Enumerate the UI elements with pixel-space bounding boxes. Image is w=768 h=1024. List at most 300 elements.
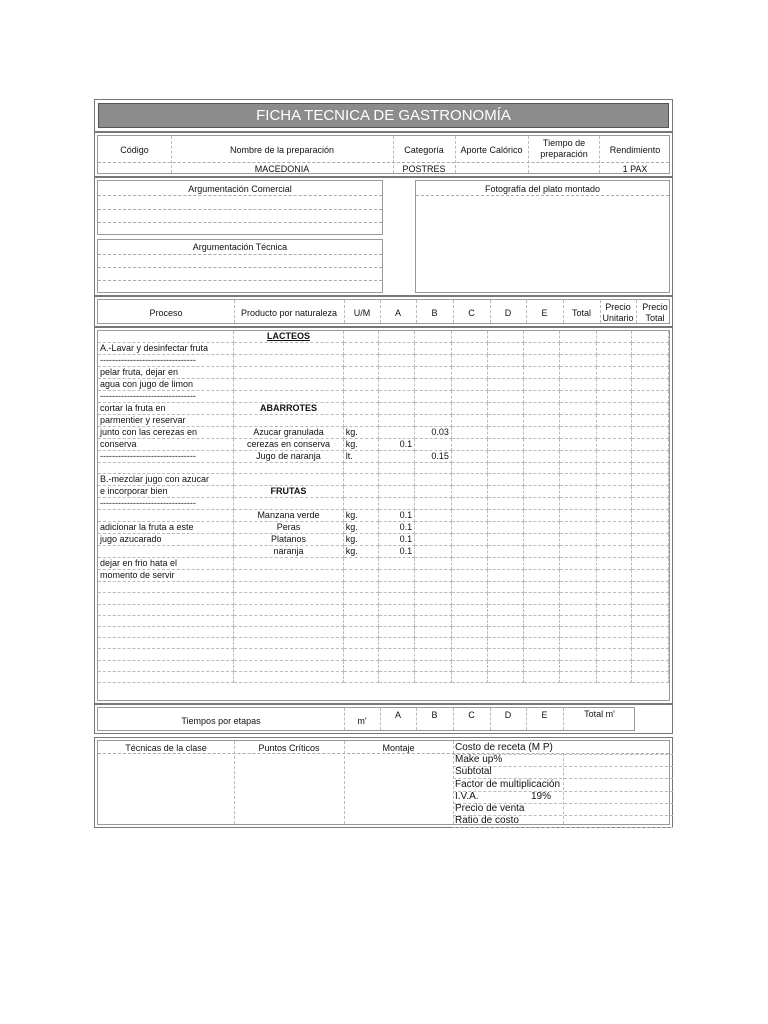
cell-pt xyxy=(632,522,669,534)
cell-pu xyxy=(596,463,632,474)
cell-d xyxy=(488,570,524,582)
cell-producto xyxy=(234,474,344,486)
cell-pu xyxy=(596,403,632,415)
cell-total xyxy=(560,582,596,593)
cell-e xyxy=(523,463,559,474)
cell-b xyxy=(415,522,452,534)
cell-d xyxy=(488,439,524,451)
cell-um xyxy=(343,391,379,403)
cell-pu xyxy=(596,451,632,463)
cell-a xyxy=(379,626,415,637)
cell-b xyxy=(415,439,452,451)
cell-total xyxy=(560,415,596,427)
cell-producto xyxy=(234,615,344,626)
cell-pu xyxy=(596,593,632,604)
cell-a xyxy=(379,660,415,671)
cell-pu xyxy=(596,604,632,615)
tiempos-section xyxy=(94,704,673,734)
cell-total xyxy=(560,615,596,626)
table-row xyxy=(98,355,669,367)
cell-c xyxy=(451,343,487,355)
cell-pu xyxy=(596,367,632,379)
cell-b xyxy=(415,486,452,498)
cell-proceso xyxy=(98,638,234,649)
cell-total xyxy=(560,570,596,582)
table-row xyxy=(98,558,669,570)
cell-e xyxy=(523,615,559,626)
table-row xyxy=(98,415,669,427)
table-row xyxy=(98,451,669,463)
cost-label: I.V.A. xyxy=(455,790,479,802)
argument-section xyxy=(94,177,673,296)
tiempos-total: Total m' xyxy=(584,709,615,719)
cell-a xyxy=(379,604,415,615)
cell-proceso xyxy=(98,593,234,604)
cell-c xyxy=(451,403,487,415)
cell-producto xyxy=(234,604,344,615)
cell-um xyxy=(343,604,379,615)
cell-pt xyxy=(632,582,669,593)
cell-proceso: cortar la fruta en xyxy=(98,403,234,415)
cell-d xyxy=(488,391,524,403)
cell-producto xyxy=(234,415,344,427)
cell-c xyxy=(451,558,487,570)
cost-label: Factor de multiplicación xyxy=(455,778,561,790)
info-section xyxy=(94,132,673,177)
cell-total xyxy=(560,403,596,415)
cell-proceso xyxy=(98,582,234,593)
cell-a xyxy=(379,379,415,391)
cost-row xyxy=(453,803,673,816)
header-rendimiento: Rendimiento xyxy=(609,145,661,155)
cell-d xyxy=(488,638,524,649)
cell-e xyxy=(523,638,559,649)
cell-pt xyxy=(632,367,669,379)
cell-e xyxy=(523,510,559,522)
cell-b xyxy=(415,415,452,427)
cell-pt xyxy=(632,415,669,427)
cell-b xyxy=(415,355,452,367)
cell-proceso: B.-mezclar jugo con azucar xyxy=(98,474,234,486)
table-row xyxy=(98,671,669,682)
cell-total xyxy=(560,534,596,546)
cell-um xyxy=(343,558,379,570)
cell-pu xyxy=(596,331,632,343)
cell-producto xyxy=(234,626,344,637)
cell-c xyxy=(451,486,487,498)
cell-total xyxy=(560,391,596,403)
cell-d xyxy=(488,510,524,522)
value-categoria: POSTRES xyxy=(402,164,446,174)
cell-um xyxy=(343,463,379,474)
cell-pt xyxy=(632,638,669,649)
cell-producto xyxy=(234,558,344,570)
cell-producto xyxy=(234,367,344,379)
cell-um: kg. xyxy=(343,427,379,439)
cell-producto xyxy=(234,649,344,660)
cell-pu xyxy=(596,558,632,570)
cell-d xyxy=(488,671,524,682)
col-um: U/M xyxy=(353,308,371,318)
fotografia-label: Fotografía del plato montado xyxy=(484,184,601,194)
cell-pu xyxy=(596,498,632,510)
cell-producto: Azucar granulada xyxy=(234,427,344,439)
cell-pt xyxy=(632,355,669,367)
cell-proceso: momento de servir xyxy=(98,570,234,582)
cell-c xyxy=(451,582,487,593)
cell-pu xyxy=(596,415,632,427)
cell-e xyxy=(523,604,559,615)
cell-b xyxy=(415,343,452,355)
cell-c xyxy=(451,615,487,626)
cell-pu xyxy=(596,391,632,403)
cell-pu xyxy=(596,615,632,626)
cell-pt xyxy=(632,649,669,660)
cell-b xyxy=(415,498,452,510)
cell-um xyxy=(343,593,379,604)
cell-e xyxy=(523,486,559,498)
cell-pt xyxy=(632,486,669,498)
cell-pt xyxy=(632,427,669,439)
cell-c xyxy=(451,474,487,486)
table-row xyxy=(98,474,669,486)
cell-proceso: conserva xyxy=(98,439,234,451)
cell-pt xyxy=(632,510,669,522)
table-row xyxy=(98,331,669,343)
cell-um xyxy=(343,379,379,391)
cell-pt xyxy=(632,403,669,415)
cell-um xyxy=(343,343,379,355)
cell-proceso: -------------------------------- xyxy=(98,451,234,463)
cell-a xyxy=(379,474,415,486)
cell-pu xyxy=(596,534,632,546)
cell-total xyxy=(560,558,596,570)
cell-a xyxy=(379,593,415,604)
cell-c xyxy=(451,626,487,637)
cell-proceso: A.-Lavar y desinfectar fruta xyxy=(98,343,234,355)
table-row xyxy=(98,379,669,391)
cell-c xyxy=(451,671,487,682)
cell-e xyxy=(523,451,559,463)
bottom-section xyxy=(94,737,673,828)
cell-um xyxy=(343,671,379,682)
cell-pu xyxy=(596,570,632,582)
cell-a xyxy=(379,415,415,427)
cell-e xyxy=(523,439,559,451)
cell-um xyxy=(343,570,379,582)
cell-e xyxy=(523,649,559,660)
cell-d xyxy=(488,355,524,367)
cell-total xyxy=(560,474,596,486)
cell-e xyxy=(523,582,559,593)
cell-pu xyxy=(596,522,632,534)
cell-b xyxy=(415,534,452,546)
cell-producto: Jugo de naranja xyxy=(234,451,344,463)
cell-producto xyxy=(234,593,344,604)
cell-a xyxy=(379,582,415,593)
cell-e xyxy=(523,546,559,558)
table-row xyxy=(98,439,669,451)
cell-b xyxy=(415,593,452,604)
cell-um xyxy=(343,638,379,649)
process-table xyxy=(98,331,669,683)
cell-e xyxy=(523,427,559,439)
cell-proceso: adicionar la fruta a este xyxy=(98,522,234,534)
tiempos-unit: m' xyxy=(357,716,367,726)
cell-producto xyxy=(234,570,344,582)
cell-um xyxy=(343,355,379,367)
cell-proceso xyxy=(98,463,234,474)
cell-producto: LACTEOS xyxy=(234,331,344,343)
cost-label: Subtotal xyxy=(455,766,492,778)
col-precio-unitario: Precio Unitario xyxy=(602,302,634,323)
cell-e xyxy=(523,391,559,403)
cell-proceso xyxy=(98,331,234,343)
cell-e xyxy=(523,626,559,637)
cell-um xyxy=(343,498,379,510)
cell-e xyxy=(523,498,559,510)
cost-row xyxy=(453,779,673,792)
cell-pu xyxy=(596,486,632,498)
header-codigo: Código xyxy=(120,145,149,155)
puntos-criticos-label: Puntos Críticos xyxy=(258,743,320,753)
cell-proceso xyxy=(98,546,234,558)
table-row xyxy=(98,546,669,558)
cell-d xyxy=(488,649,524,660)
cell-producto xyxy=(234,391,344,403)
cell-total xyxy=(560,593,596,604)
cell-c xyxy=(451,451,487,463)
value-nombre: MACEDONIA xyxy=(254,164,310,174)
cell-c xyxy=(451,534,487,546)
argumentacion-comercial-box xyxy=(97,180,383,235)
cell-total xyxy=(560,546,596,558)
cell-um xyxy=(343,403,379,415)
table-row xyxy=(98,615,669,626)
cell-d xyxy=(488,379,524,391)
cell-a xyxy=(379,331,415,343)
cell-producto: ABARROTES xyxy=(234,403,344,415)
table-row xyxy=(98,486,669,498)
cell-e xyxy=(523,534,559,546)
cell-pt xyxy=(632,534,669,546)
cell-producto: cerezas en conserva xyxy=(234,439,344,451)
cell-pu xyxy=(596,582,632,593)
cell-pt xyxy=(632,343,669,355)
cell-c xyxy=(451,331,487,343)
cell-b: 0.03 xyxy=(415,427,452,439)
cell-um xyxy=(343,474,379,486)
cell-pt xyxy=(632,593,669,604)
tiempos-d: D xyxy=(504,710,512,720)
table-row xyxy=(98,534,669,546)
table-row xyxy=(98,498,669,510)
cell-a xyxy=(379,451,415,463)
cell-pu xyxy=(596,626,632,637)
cell-a xyxy=(379,649,415,660)
cell-proceso: parmentier y reservar xyxy=(98,415,234,427)
cell-d xyxy=(488,626,524,637)
cell-producto xyxy=(234,498,344,510)
cell-total xyxy=(560,522,596,534)
cell-pt xyxy=(632,379,669,391)
cell-c xyxy=(451,570,487,582)
cost-row xyxy=(453,766,673,779)
cell-b xyxy=(415,626,452,637)
cell-b xyxy=(415,546,452,558)
col-b: B xyxy=(431,308,438,318)
process-section xyxy=(94,327,673,704)
table-row xyxy=(98,522,669,534)
tecnicas-label: Técnicas de la clase xyxy=(125,743,207,753)
cell-producto: Platanos xyxy=(234,534,344,546)
cell-b xyxy=(415,391,452,403)
col-e: E xyxy=(541,308,548,318)
cell-total xyxy=(560,604,596,615)
table-row xyxy=(98,343,669,355)
cell-pt xyxy=(632,626,669,637)
tiempos-c: C xyxy=(468,710,475,720)
tiempos-label: Tiempos por etapas xyxy=(181,716,261,726)
cell-b xyxy=(415,379,452,391)
cell-pt xyxy=(632,391,669,403)
cell-pu xyxy=(596,638,632,649)
cell-d xyxy=(488,593,524,604)
montaje-label: Montaje xyxy=(382,743,415,753)
cell-pu xyxy=(596,660,632,671)
cell-e xyxy=(523,355,559,367)
cell-d xyxy=(488,474,524,486)
info-frame xyxy=(97,135,670,174)
cell-total xyxy=(560,427,596,439)
cell-pu xyxy=(596,355,632,367)
table-row xyxy=(98,660,669,671)
cell-um xyxy=(343,367,379,379)
col-producto: Producto por naturaleza xyxy=(240,308,338,318)
cell-um xyxy=(343,626,379,637)
cell-total xyxy=(560,510,596,522)
cell-b: 0.15 xyxy=(415,451,452,463)
cell-c xyxy=(451,649,487,660)
cell-total xyxy=(560,649,596,660)
cell-d xyxy=(488,403,524,415)
cell-proceso xyxy=(98,660,234,671)
cell-c xyxy=(451,604,487,615)
table-row xyxy=(98,593,669,604)
cell-e xyxy=(523,403,559,415)
argumentacion-tecnica-box xyxy=(97,239,383,293)
cell-producto xyxy=(234,671,344,682)
cell-a xyxy=(379,343,415,355)
cell-d xyxy=(488,463,524,474)
cell-d xyxy=(488,343,524,355)
cell-b xyxy=(415,463,452,474)
cell-producto xyxy=(234,343,344,355)
argumentacion-comercial-label: Argumentación Comercial xyxy=(188,184,292,194)
cell-b xyxy=(415,615,452,626)
cell-e xyxy=(523,331,559,343)
cell-pt xyxy=(632,439,669,451)
cell-a xyxy=(379,427,415,439)
cell-proceso xyxy=(98,649,234,660)
cell-total xyxy=(560,331,596,343)
cell-b xyxy=(415,604,452,615)
col-c: C xyxy=(468,308,475,318)
table-row xyxy=(98,626,669,637)
table-row xyxy=(98,638,669,649)
cell-a xyxy=(379,638,415,649)
cell-d xyxy=(488,415,524,427)
cell-a xyxy=(379,403,415,415)
cell-d xyxy=(488,498,524,510)
cell-a xyxy=(379,558,415,570)
cell-producto xyxy=(234,638,344,649)
cell-a xyxy=(379,463,415,474)
cell-d xyxy=(488,522,524,534)
bottom-frame xyxy=(97,740,670,825)
col-total: Total xyxy=(571,308,591,318)
cell-producto: FRUTAS xyxy=(234,486,344,498)
cell-um xyxy=(343,615,379,626)
cell-proceso: junto con las cerezas en xyxy=(98,427,234,439)
cell-b xyxy=(415,510,452,522)
cell-c xyxy=(451,379,487,391)
cell-um: lt. xyxy=(343,451,379,463)
cell-producto: Peras xyxy=(234,522,344,534)
cell-pt xyxy=(632,558,669,570)
tiempos-a: A xyxy=(394,710,401,720)
cell-pt xyxy=(632,570,669,582)
cost-row xyxy=(453,742,673,755)
col-d: D xyxy=(504,308,512,318)
cell-proceso xyxy=(98,615,234,626)
cost-label: Costo de receta (M P) xyxy=(455,742,553,753)
table-row xyxy=(98,391,669,403)
cell-pu xyxy=(596,427,632,439)
cell-e xyxy=(523,415,559,427)
cell-um: kg. xyxy=(343,439,379,451)
table-row xyxy=(98,604,669,615)
cell-um xyxy=(343,331,379,343)
cell-e xyxy=(523,367,559,379)
cell-c xyxy=(451,415,487,427)
cell-um: kg. xyxy=(343,534,379,546)
cell-e xyxy=(523,474,559,486)
cell-pu xyxy=(596,649,632,660)
cost-row xyxy=(453,791,673,804)
cell-pt xyxy=(632,498,669,510)
table-row xyxy=(98,427,669,439)
cell-e xyxy=(523,522,559,534)
cell-a: 0.1 xyxy=(379,510,415,522)
tiempos-e: E xyxy=(541,710,548,720)
cost-label: Make up% xyxy=(455,754,503,766)
cell-um: kg. xyxy=(343,522,379,534)
cell-total xyxy=(560,486,596,498)
cell-b xyxy=(415,660,452,671)
cell-e xyxy=(523,570,559,582)
cell-d xyxy=(488,451,524,463)
cell-a xyxy=(379,615,415,626)
cell-c xyxy=(451,522,487,534)
title-bar xyxy=(98,103,669,128)
tiempos-b: B xyxy=(431,710,438,720)
cell-a xyxy=(379,671,415,682)
column-header-section xyxy=(94,296,673,327)
cell-total xyxy=(560,439,596,451)
cost-label: Ratio de costo xyxy=(455,815,519,827)
cell-producto xyxy=(234,355,344,367)
